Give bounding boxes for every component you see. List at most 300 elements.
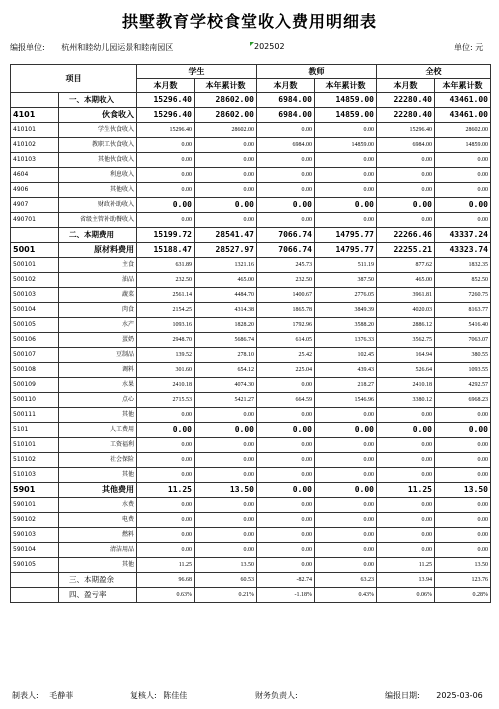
cell-school-ytd: 0.00 [435,153,491,168]
cell-school-month: 877.62 [377,258,435,273]
cell-school-month: 4020.03 [377,303,435,318]
account-name: 调料 [59,363,137,378]
table-row [11,153,491,168]
cell-school-ytd: 0.00 [435,408,491,423]
account-name: 水费 [59,498,137,513]
cell-school-month: 22266.46 [377,228,435,243]
cell-student-month: 0.00 [137,423,195,438]
account-name: 其他 [59,558,137,573]
table-row [11,318,491,333]
cell-student-ytd: 0.00 [195,168,257,183]
account-name: 三、本期盈余 [59,573,137,588]
cell-student-ytd: 13.50 [195,558,257,573]
cell-teacher-month: 245.73 [257,258,315,273]
cell-student-month: 15188.47 [137,243,195,258]
account-code: 590103 [11,528,59,543]
cell-school-month: 11.25 [377,558,435,573]
account-code: 410102 [11,138,59,153]
account-code: 4907 [11,198,59,213]
table-row [11,303,491,318]
table-row [11,288,491,303]
cell-school-ytd: 0.00 [435,543,491,558]
account-code: 500111 [11,408,59,423]
table-row [11,93,491,108]
cell-school-month: 0.00 [377,168,435,183]
cell-student-ytd: 1321.16 [195,258,257,273]
cell-school-month: 465.00 [377,273,435,288]
cell-school-month: 0.00 [377,438,435,453]
report-title: 拱墅教育学校食堂收入费用明细表 [121,12,377,31]
cell-student-month: 631.89 [137,258,195,273]
cell-school-month: 22280.40 [377,93,435,108]
account-name: 其他 [59,408,137,423]
table-row [11,348,491,363]
account-code: 500106 [11,333,59,348]
cell-student-ytd: 278.10 [195,348,257,363]
cell-student-month: 0.00 [137,213,195,228]
cell-school-ytd: 8163.77 [435,303,491,318]
cell-school-ytd: 0.00 [435,438,491,453]
account-name: 利息收入 [59,168,137,183]
cell-student-ytd: 4314.38 [195,303,257,318]
cell-school-month: 6984.00 [377,138,435,153]
cell-student-ytd: 28602.00 [195,108,257,123]
cell-school-ytd: 0.00 [435,453,491,468]
cell-teacher-ytd: 0.00 [315,438,377,453]
table-row [11,483,491,498]
account-code [11,588,59,603]
cell-school-month: 3562.75 [377,333,435,348]
cell-student-month: 15296.40 [137,123,195,138]
cell-school-ytd: 43323.74 [435,243,491,258]
cell-student-ytd: 28602.00 [195,123,257,138]
table-row [11,138,491,153]
header-teacher-ytd: 本年累计数 [315,79,377,93]
cell-teacher-month: 0.00 [257,528,315,543]
table-row [11,258,491,273]
cell-school-ytd: 43461.00 [435,108,491,123]
account-name: 主食 [59,258,137,273]
table-row [11,588,491,603]
cell-teacher-month: 6984.00 [257,108,315,123]
cell-student-month: 15296.40 [137,108,195,123]
statement-table [10,64,491,603]
account-code: 500101 [11,258,59,273]
cell-teacher-month: 6984.00 [257,138,315,153]
cell-teacher-ytd: 3849.39 [315,303,377,318]
cell-school-month: 0.00 [377,468,435,483]
account-code: 590102 [11,513,59,528]
cell-student-ytd: 28602.00 [195,93,257,108]
cell-student-month: 0.00 [137,513,195,528]
cell-school-month: 2410.18 [377,378,435,393]
cell-school-month: 526.64 [377,363,435,378]
cell-school-ytd: 1093.55 [435,363,491,378]
maker-name: 毛静菲 [49,691,74,700]
cell-teacher-ytd: 1376.33 [315,333,377,348]
account-code [11,573,59,588]
cell-school-ytd: 28602.00 [435,123,491,138]
header-student: 学生 [137,65,257,79]
header-school: 全校 [377,65,491,79]
header-row-groups [11,65,491,79]
account-code: 490701 [11,213,59,228]
cell-teacher-ytd: 14859.00 [315,108,377,123]
cell-school-month: 0.00 [377,408,435,423]
cell-student-ytd: 0.00 [195,183,257,198]
table-body [11,65,491,603]
cell-school-ytd: 0.00 [435,168,491,183]
cell-teacher-ytd: 387.50 [315,273,377,288]
cell-student-month: 11.25 [137,483,195,498]
cell-teacher-month: 0.00 [257,438,315,453]
cell-teacher-ytd: 0.00 [315,408,377,423]
table-row [11,198,491,213]
header-student-ytd: 本年累计数 [195,79,257,93]
table-row [11,528,491,543]
cell-student-month: 0.00 [137,528,195,543]
cell-school-ytd: 4292.57 [435,378,491,393]
cell-school-ytd: 0.28% [435,588,491,603]
cell-teacher-ytd: 218.27 [315,378,377,393]
cell-teacher-month: 0.00 [257,483,315,498]
cell-teacher-ytd: 0.00 [315,498,377,513]
table-row [11,213,491,228]
cell-school-ytd: 14859.00 [435,138,491,153]
footer-date [385,690,483,701]
cell-school-ytd: 0.00 [435,198,491,213]
account-code: 590105 [11,558,59,573]
checker-name: 陈佳佳 [163,691,188,700]
cell-teacher-month: 0.00 [257,423,315,438]
account-code: 4101 [11,108,59,123]
table-row [11,273,491,288]
cell-teacher-month: 232.50 [257,273,315,288]
cell-school-ytd: 0.00 [435,183,491,198]
table-row [11,573,491,588]
cell-student-month: 0.00 [137,183,195,198]
reporting-unit-label: 编报单位: [10,43,45,52]
cell-student-month: 139.52 [137,348,195,363]
cell-teacher-ytd: 14795.77 [315,243,377,258]
cell-student-ytd: 0.00 [195,438,257,453]
cell-teacher-ytd: 0.00 [315,468,377,483]
account-name: 人工费用 [59,423,137,438]
cell-school-ytd: 13.50 [435,558,491,573]
cell-student-ytd: 5421.27 [195,393,257,408]
account-name: 伙食收入 [59,108,137,123]
table-row [11,333,491,348]
cell-school-month: 3961.81 [377,288,435,303]
cell-school-ytd: 1832.35 [435,258,491,273]
cell-student-month: 0.00 [137,408,195,423]
cell-teacher-ytd: 0.00 [315,213,377,228]
account-name: 其他 [59,468,137,483]
account-code: 500103 [11,288,59,303]
cell-student-ytd: 0.00 [195,213,257,228]
table-row [11,498,491,513]
account-name: 其他费用 [59,483,137,498]
cell-teacher-month: 0.00 [257,213,315,228]
cell-school-month: 0.00 [377,528,435,543]
cell-student-month: 0.00 [137,498,195,513]
cell-student-month: 2410.18 [137,378,195,393]
cell-student-month: 0.00 [137,468,195,483]
table-row [11,558,491,573]
cell-student-ytd: 0.00 [195,453,257,468]
account-name: 肉食 [59,303,137,318]
cell-student-ytd: 13.50 [195,483,257,498]
currency-unit: 单位: 元 [454,43,484,52]
cell-student-month: 0.00 [137,153,195,168]
cell-school-month: 0.00 [377,453,435,468]
cell-teacher-ytd: 0.00 [315,528,377,543]
account-name: 燃料 [59,528,137,543]
account-name: 四、盈亏率 [59,588,137,603]
account-name: 原材料费用 [59,243,137,258]
account-name: 一、本期收入 [59,93,137,108]
cell-student-ytd: 4484.70 [195,288,257,303]
cell-teacher-month: -1.18% [257,588,315,603]
cell-teacher-month: 25.42 [257,348,315,363]
table-row [11,513,491,528]
cell-teacher-ytd: 0.00 [315,483,377,498]
account-code: 5101 [11,423,59,438]
cell-teacher-ytd: 0.00 [315,558,377,573]
cell-teacher-month: 0.00 [257,513,315,528]
cell-teacher-month: 0.00 [257,183,315,198]
cell-teacher-month: 664.59 [257,393,315,408]
cell-student-month: 0.00 [137,198,195,213]
account-code [11,228,59,243]
cell-school-ytd: 0.00 [435,423,491,438]
cell-teacher-ytd: 102.45 [315,348,377,363]
table-row [11,378,491,393]
cell-teacher-ytd: 3588.20 [315,318,377,333]
cell-student-month: 15199.72 [137,228,195,243]
cell-student-ytd: 654.12 [195,363,257,378]
cell-teacher-ytd: 0.00 [315,153,377,168]
account-name: 财政补助收入 [59,198,137,213]
account-code: 500108 [11,363,59,378]
cell-student-ytd: 60.53 [195,573,257,588]
account-name: 学生伙食收入 [59,123,137,138]
cell-teacher-month: 1400.67 [257,288,315,303]
cell-school-ytd: 7260.75 [435,288,491,303]
cell-student-ytd: 0.21% [195,588,257,603]
cell-school-ytd: 5416.40 [435,318,491,333]
cell-teacher-ytd: 0.00 [315,513,377,528]
footer-maker [12,690,73,701]
cell-school-month: 0.06% [377,588,435,603]
account-code: 510101 [11,438,59,453]
cell-student-month: 2948.70 [137,333,195,348]
account-code: 500110 [11,393,59,408]
table-row [11,228,491,243]
header-teacher: 教师 [257,65,377,79]
cell-student-month: 11.25 [137,558,195,573]
account-code: 5901 [11,483,59,498]
cell-student-ytd: 0.00 [195,198,257,213]
cell-student-month: 0.63% [137,588,195,603]
account-code: 500102 [11,273,59,288]
header-item: 项目 [11,65,137,93]
cell-student-month: 2561.14 [137,288,195,303]
cell-teacher-month: -82.74 [257,573,315,588]
cell-school-ytd: 852.50 [435,273,491,288]
account-name: 水果 [59,378,137,393]
cell-student-ytd: 0.00 [195,138,257,153]
cell-school-ytd: 123.76 [435,573,491,588]
account-name: 点心 [59,393,137,408]
account-code: 410103 [11,153,59,168]
cell-teacher-month: 0.00 [257,408,315,423]
cell-student-ytd: 1828.20 [195,318,257,333]
date-label: 编报日期: [385,691,420,700]
cell-student-ytd: 4074.30 [195,378,257,393]
table-row [11,438,491,453]
account-name: 工资福利 [59,438,137,453]
cell-student-ytd: 28527.97 [195,243,257,258]
cell-school-month: 22280.40 [377,108,435,123]
cell-student-ytd: 28541.47 [195,228,257,243]
cell-school-month: 0.00 [377,153,435,168]
cell-school-ytd: 7063.07 [435,333,491,348]
cell-school-month: 3380.12 [377,393,435,408]
account-name: 蛋奶 [59,333,137,348]
table-row [11,393,491,408]
maker-label: 制表人: [12,691,39,700]
cell-teacher-ytd: 0.00 [315,183,377,198]
cell-teacher-ytd: 0.00 [315,123,377,138]
account-name: 其他收入 [59,183,137,198]
cell-teacher-ytd: 511.19 [315,258,377,273]
account-code: 510103 [11,468,59,483]
cell-student-ytd: 465.00 [195,273,257,288]
account-name: 电费 [59,513,137,528]
account-code: 500104 [11,303,59,318]
cell-school-month: 13.94 [377,573,435,588]
account-code: 5001 [11,243,59,258]
account-name: 清洁用品 [59,543,137,558]
finance-label: 财务负责人: [255,691,298,700]
cell-student-ytd: 0.00 [195,498,257,513]
cell-school-month: 0.00 [377,498,435,513]
cell-teacher-month: 0.00 [257,543,315,558]
cell-teacher-month: 0.00 [257,378,315,393]
cell-teacher-ytd: 0.00 [315,453,377,468]
cell-student-month: 0.00 [137,138,195,153]
account-code: 510102 [11,453,59,468]
cell-teacher-month: 1792.96 [257,318,315,333]
cell-student-month: 96.68 [137,573,195,588]
cell-student-ytd: 0.00 [195,423,257,438]
cell-teacher-ytd: 439.43 [315,363,377,378]
cell-teacher-month: 0.00 [257,558,315,573]
account-code: 4906 [11,183,59,198]
header-school-ytd: 本年累计数 [435,79,491,93]
cell-school-ytd: 43461.00 [435,93,491,108]
cell-teacher-ytd: 14859.00 [315,138,377,153]
cell-student-ytd: 0.00 [195,513,257,528]
table-row [11,123,491,138]
cell-school-ytd: 0.00 [435,528,491,543]
period [250,42,285,51]
cell-teacher-month: 0.00 [257,468,315,483]
cell-teacher-month: 614.05 [257,333,315,348]
cell-student-ytd: 0.00 [195,543,257,558]
cell-teacher-month: 7066.74 [257,228,315,243]
cell-school-ytd: 0.00 [435,468,491,483]
cell-teacher-ytd: 0.00 [315,198,377,213]
reporting-unit-value: 杭州和睦幼儿园运景和睦南园区 [61,43,174,52]
account-name: 水产 [59,318,137,333]
account-name: 省级主管补助餐收入 [59,213,137,228]
account-code: 500107 [11,348,59,363]
cell-teacher-month: 0.00 [257,123,315,138]
cell-student-ytd: 0.00 [195,528,257,543]
cell-school-month: 164.94 [377,348,435,363]
cell-school-month: 2886.12 [377,318,435,333]
cell-school-month: 0.00 [377,213,435,228]
header-school-month: 本月数 [377,79,435,93]
account-name: 油品 [59,273,137,288]
period-value: 202502 [254,42,285,51]
table-row [11,183,491,198]
footer-finance [255,690,298,701]
account-code: 410101 [11,123,59,138]
cell-student-month: 0.00 [137,543,195,558]
table-row [11,408,491,423]
cell-school-ytd: 0.00 [435,213,491,228]
cell-student-month: 301.60 [137,363,195,378]
account-name: 二、本期费用 [59,228,137,243]
account-code: 590101 [11,498,59,513]
account-name: 豆制品 [59,348,137,363]
account-name: 蔬菜 [59,288,137,303]
cell-student-ytd: 0.00 [195,468,257,483]
header-student-month: 本月数 [137,79,195,93]
header-teacher-month: 本月数 [257,79,315,93]
cell-teacher-month: 6984.00 [257,93,315,108]
cell-student-ytd: 0.00 [195,153,257,168]
account-code: 590104 [11,543,59,558]
cell-student-month: 0.00 [137,453,195,468]
cell-student-month: 15296.40 [137,93,195,108]
table-row [11,468,491,483]
reporting-unit [10,42,173,53]
cell-school-ytd: 0.00 [435,498,491,513]
cell-teacher-month: 7066.74 [257,243,315,258]
cell-teacher-month: 0.00 [257,198,315,213]
cell-teacher-ytd: 0.00 [315,423,377,438]
account-code: 500105 [11,318,59,333]
date-value: 2025-03-06 [436,691,483,700]
cell-teacher-ytd: 0.43% [315,588,377,603]
account-name: 社会保险 [59,453,137,468]
cell-student-month: 2715.53 [137,393,195,408]
cell-student-month: 0.00 [137,168,195,183]
table-row [11,543,491,558]
cell-teacher-month: 1865.78 [257,303,315,318]
cell-teacher-month: 0.00 [257,498,315,513]
table-row [11,453,491,468]
footer-checker [130,690,187,701]
cell-school-month: 0.00 [377,183,435,198]
cell-school-month: 0.00 [377,543,435,558]
account-code: 500109 [11,378,59,393]
cell-school-ytd: 13.50 [435,483,491,498]
